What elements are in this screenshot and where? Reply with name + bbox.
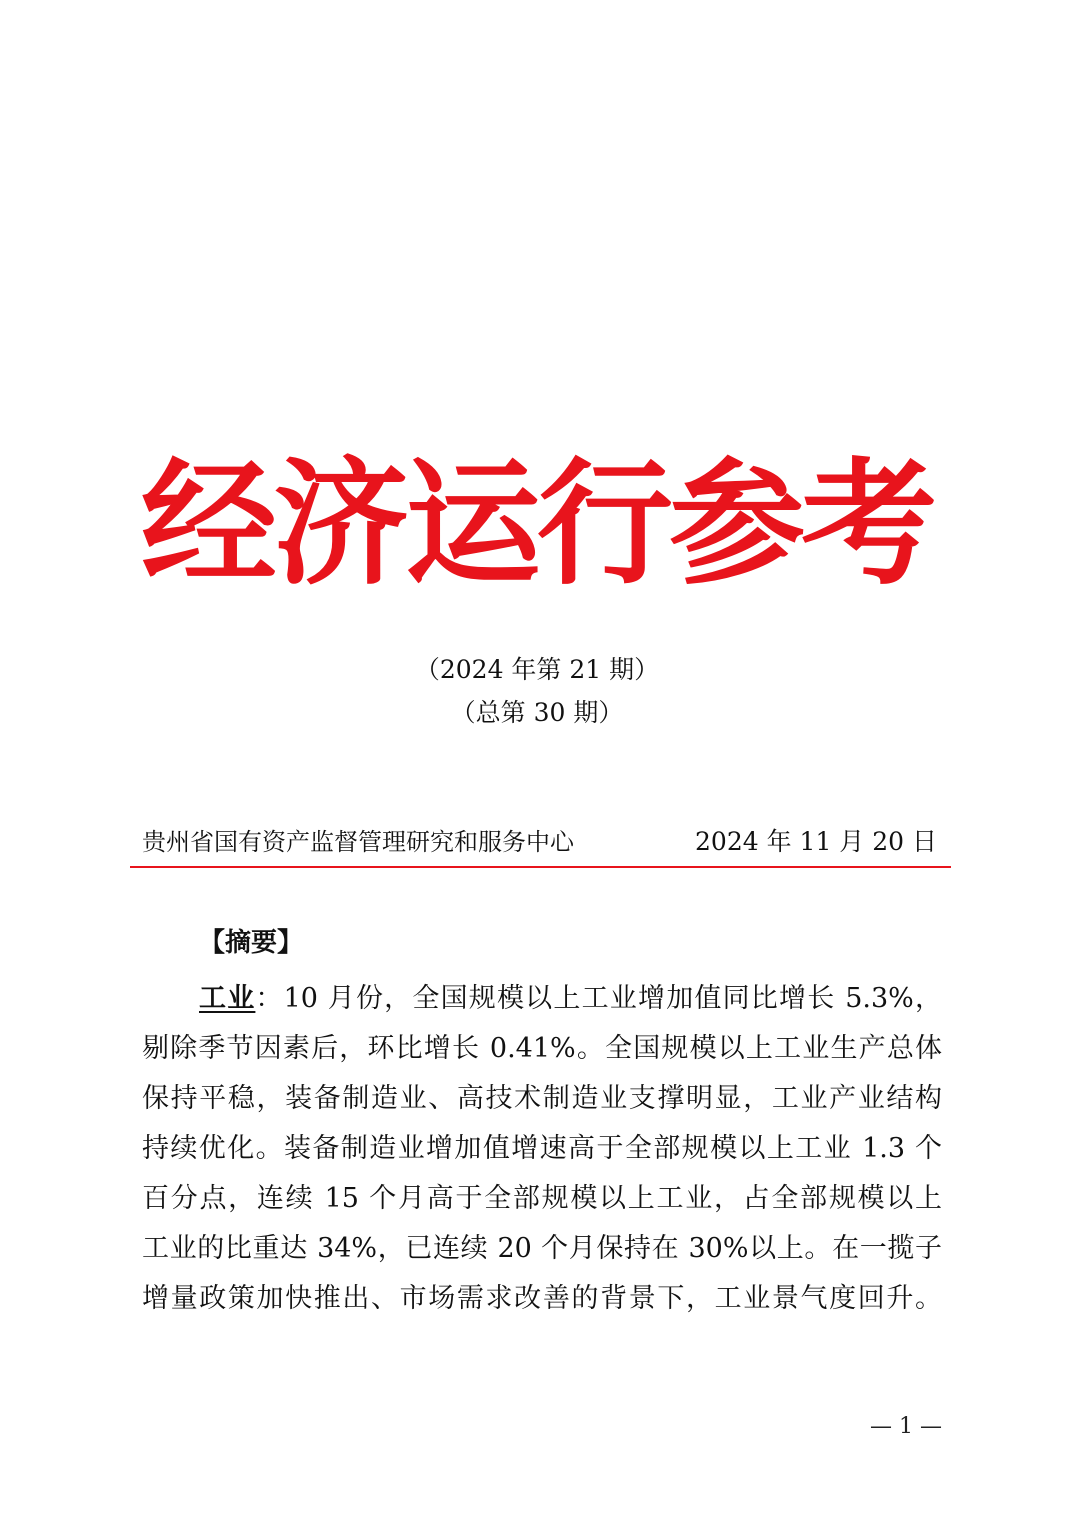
paragraph-line: 工业的比重达 34%，已连续 20 个月保持在 30%以上。在一揽子: [142, 1233, 942, 1264]
section-separator: ：: [255, 983, 284, 1014]
page-number: — 1 —: [870, 1414, 942, 1439]
abstract-heading: 【摘要】: [199, 928, 304, 958]
masthead-title: 经济运行参考: [141, 446, 933, 604]
paragraph-line: 保持平稳，装备制造业、高技术制造业支撑明显，工业产业结构: [142, 1083, 942, 1114]
paragraph-line: 持续优化。装备制造业增加值增速高于全部规模以上工业 1.3 个: [142, 1133, 942, 1164]
publication-date: 2024 年 11 月 20 日: [695, 827, 937, 856]
paragraph-line: 剔除季节因素后，环比增长 0.41%。全国规模以上工业生产总体: [142, 1033, 942, 1064]
paragraph-line: 百分点，连续 15 个月高于全部规模以上工业，占全部规模以上: [142, 1183, 942, 1214]
paragraph-line: 增量政策加快推出、市场需求改善的背景下，工业景气度回升。: [142, 1283, 942, 1314]
issue-number: （2024 年第 21 期）: [414, 655, 660, 684]
header-divider: [130, 866, 951, 868]
cumulative-issue-number: （总第 30 期）: [450, 698, 624, 727]
section-label: 工业: [199, 983, 256, 1014]
paragraph-line: [142, 974, 942, 1024]
publisher-name: 贵州省国有资产监督管理研究和服务中心: [142, 828, 574, 856]
industry-paragraph: [142, 974, 942, 1324]
paragraph-line-text: 10 月份，全国规模以上工业增加值同比增长 5.3%，: [283, 983, 942, 1014]
